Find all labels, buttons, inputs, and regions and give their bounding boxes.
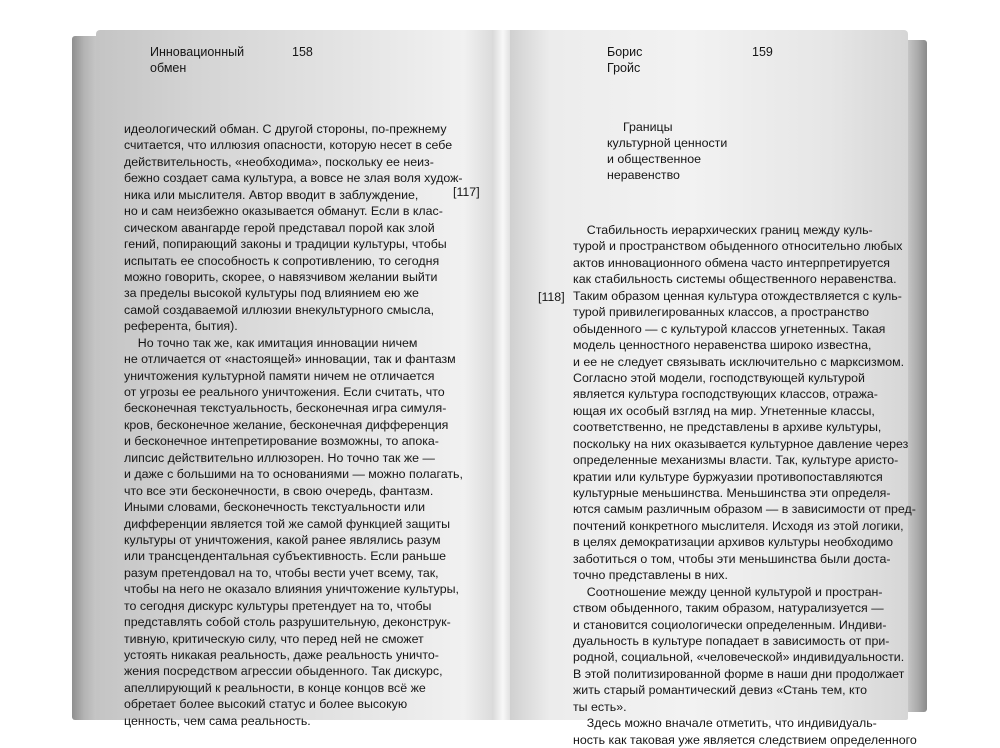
text-line: референта, бытия).	[124, 319, 238, 334]
text-line: чтобы на него не оказало влияния уничтожение культуры,	[124, 582, 459, 597]
running-title-line: Инновационный	[150, 45, 245, 59]
text-line: тивную, критическую силу, что перед ней не сможет	[124, 631, 424, 646]
text-line: можно говорить, скорее, о навязчивом желании выйти	[124, 269, 438, 284]
right-body-text	[573, 222, 917, 748]
text-line: жить старый романтический девиз «Стань тем, кто	[573, 683, 868, 698]
text-line: сическом авангарде герой представал порой как злой	[124, 220, 435, 235]
text-line: точно представлены в них.	[573, 568, 728, 583]
section-title-line: Границы	[623, 120, 673, 134]
right-page	[510, 30, 917, 747]
text-line: что все эти бесконечности, в свою очередь, фантазм.	[124, 483, 434, 498]
left-page-number: 158	[292, 45, 313, 59]
text-line: обыденного — с культурой классов угнетенных. Такая	[573, 321, 886, 336]
text-line: Но точно так же, как имитация инновации ничем	[124, 335, 418, 350]
text-line: испытать ее способность к сопротивлению, то сегодня	[124, 253, 440, 268]
text-line: дуальность в культуре попадает в зависимость от при-	[573, 633, 890, 648]
section-title	[607, 119, 727, 183]
text-line: разум претендовал на то, чтобы вести учет всему, так,	[124, 565, 439, 580]
text-line: модель ценностного неравенства широко известна,	[573, 338, 872, 353]
text-line: за пределы высокой культуры под влиянием ею же	[124, 286, 419, 301]
left-body-text	[124, 121, 463, 729]
right-marginal-reference: [118]	[538, 290, 565, 304]
left-marginal-reference: [117]	[453, 185, 480, 199]
text-line: считается, что иллюзия опасности, которую несет в себе	[124, 138, 453, 153]
text-line: культурные меньшинства. Меньшинства эти определя-	[573, 486, 891, 500]
section-title-line: культурной ценности	[607, 136, 728, 150]
text-line: является культура господствующих классов, отража-	[573, 387, 878, 402]
text-line: кратии или культуре буржуазии противопоставляются	[573, 469, 883, 484]
text-line: бесконечная текстуальность, бесконечная игра симуля-	[124, 401, 447, 416]
text-line: как стабильность системы общественного неравенства.	[573, 272, 897, 287]
text-line: и ее не следует связывать исключительно с марксизмом.	[573, 354, 905, 369]
text-line: ность как таковая уже является следствием определенного	[573, 732, 917, 747]
text-line: в целях демократизации архивов культуры необходимо	[573, 535, 894, 550]
text-line: действительность, «необходима», поскольку ее неиз-	[124, 154, 434, 169]
text-line: ющая их особый взгляд на мир. Угнетенные классы,	[573, 403, 875, 418]
text-line: дифференции является той же самой функцией защиты	[124, 516, 451, 531]
text-line: соответственно, не представлены в архиве культуры,	[573, 420, 882, 435]
text-line: гений, попирающий законы и традиции культуры, чтобы	[124, 237, 447, 252]
text-line: определенные механизмы власти. Так, культуре аристо-	[573, 453, 899, 468]
text-line: кров, бесконечное желание, бесконечная дифференция	[124, 417, 449, 432]
text-line: ты есть».	[573, 699, 627, 714]
text-line: ника или мыслителя. Автор вводит в заблуждение,	[124, 187, 419, 202]
text-line: и даже с большими на то основаниями — можно полагать,	[124, 467, 463, 482]
text-line: актов инновационного обмена часто интерпретируется	[573, 255, 891, 270]
section-title-line: неравенство	[607, 168, 680, 182]
text-line: Соотношение между ценной культурой и простран-	[573, 584, 883, 599]
text-line: Таким образом ценная культура отождествляется с куль-	[573, 288, 902, 303]
text-line: культуры от уничтожения, какой ранее являлись разум	[124, 532, 441, 547]
section-title-line: и общественное	[607, 152, 701, 166]
text-line: жения посредством агрессии обыденного. Так дискурс,	[124, 664, 443, 679]
text-line: Иными словами, бесконечность текстуальности или	[124, 500, 426, 515]
text-line: ются самым различным образом — в зависимости от пред-	[573, 502, 916, 517]
right-running-title	[607, 44, 642, 76]
text-line: или трансцендентальная субъективность. Если раньше	[124, 549, 447, 564]
text-line: Согласно этой модели, господствующей культурой	[573, 370, 865, 385]
text-line: бежно создает сама культура, а вовсе не злая воля худож-	[124, 171, 463, 186]
text-line: поскольку на них оказывается культурное давление через	[573, 436, 909, 451]
text-line: то сегодня дискурс культуры претендует на то, чтобы	[124, 598, 432, 613]
text-line: ством обыденного, таким образом, натурализуется —	[573, 601, 884, 616]
text-line: ценность, чем сама реальность.	[124, 713, 311, 728]
text-line: от угрозы ее реального уничтожения. Если считать, что	[124, 385, 445, 399]
text-line: уничтожения культурной памяти ничем не отличается	[124, 368, 435, 383]
text-line: представлять собой столь разрушительную, деконструк-	[124, 615, 451, 630]
text-line: и становится социологически определенным. Индиви-	[573, 617, 887, 632]
text-line: идеологический обман. С другой стороны, по-прежнему	[124, 122, 447, 136]
text-line: обретает более высокий статус и более высокую	[124, 697, 408, 712]
running-title-line: Борис	[607, 45, 643, 59]
left-running-title	[150, 44, 244, 76]
text-line: Здесь можно вначале отметить, что индивидуаль-	[573, 716, 877, 731]
text-line: турой и пространством обыденного относительно любых	[573, 239, 903, 254]
text-line: не отличается от «настоящей» инновации, так и фантазм	[124, 352, 456, 367]
running-title-line: обмен	[150, 61, 187, 75]
text-line: В этой политизированной форме в наши дни продолжает	[573, 666, 905, 681]
text-line: самой создаваемой иллюзии внекультурного смысла,	[124, 302, 435, 317]
text-line: заботиться о том, чтобы эти меньшинства были доста-	[573, 551, 891, 566]
text-line: Стабильность иерархических границ между куль-	[573, 223, 873, 237]
text-line: апеллирующий к реальности, в конце концов всё же	[124, 680, 426, 695]
text-line: турой привилегированных классов, а пространство	[573, 305, 870, 320]
text-line: устоять никакая реальность, даже реальность уничто-	[124, 648, 439, 662]
right-page-number: 159	[752, 45, 773, 59]
text-line: родной, социальной, «человеческой» индивидуальности.	[573, 650, 905, 665]
text-line: но и сам неизбежно оказывается обманут. Если в клас-	[124, 204, 443, 219]
left-page	[96, 30, 496, 728]
running-title-line: Гройс	[607, 61, 641, 75]
text-line: липсис действительно иллюзорен. Но точно так же —	[124, 450, 435, 465]
text-line: почтений конкретного мыслителя. Исходя из этой логики,	[573, 518, 904, 533]
text-line: и бесконечное интепретирование возможны, то апока-	[124, 434, 439, 449]
